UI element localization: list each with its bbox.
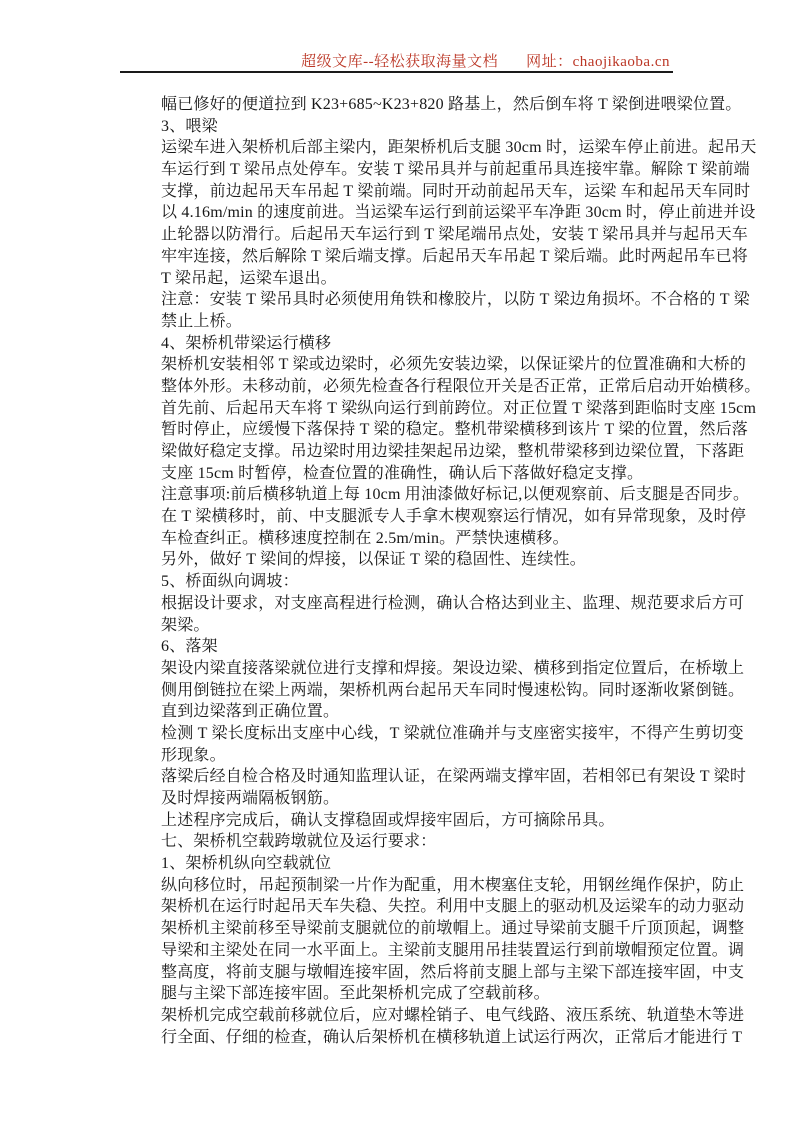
text-line: 架桥机安装相邻 T 梁或边梁时，必须先安装边梁，以保证梁片的位置准确和大桥的	[161, 356, 747, 374]
text-line: 根据设计要求，对支座高程进行检测，确认合格达到业主、监理、规范要求后方可	[161, 594, 745, 612]
text-line: 暂时停止，应缓慢下落保持 T 梁的稳定。整机带梁横移到该片 T 梁的位置，然后落	[161, 421, 748, 439]
text-line: 运梁车进入架桥机后部主梁内，距架桥机后支腿 30cm 时，运梁车停止前进。起吊天	[161, 139, 757, 157]
text-line: 4、架桥机带梁运行横移	[161, 334, 332, 352]
text-line: 检测 T 梁长度标出支座中心线，T 梁就位准确并与支座密实接牢，不得产生剪切变	[161, 724, 744, 742]
text-line: 1、架桥机纵向空载就位	[161, 855, 332, 873]
document-body	[161, 94, 761, 1048]
text-line: T 梁吊起，运梁车退出。	[161, 269, 337, 287]
text-line: 注意事项:前后横移轨道上每 10cm 用油漆做好标记,以便观察前、后支腿是否同步。	[161, 486, 750, 504]
text-line: 另外，做好 T 梁间的焊接，以保证 T 梁的稳固性、连续性。	[161, 551, 586, 569]
text-line: 架桥机在运行时起吊天车失稳、失控。利用中支腿上的驱动机及运梁车的动力驱动	[161, 898, 745, 916]
text-line: 架桥机主梁前移至导梁前支腿就位的前墩帽上。通过导梁前支腿千斤顶顶起，调整	[161, 920, 745, 938]
text-line: 整体外形。未移动前，必须先检查各行程限位开关是否正常，正常后启动开始横移。	[161, 377, 761, 395]
text-line: 注意：安装 T 梁吊具时必须使用角铁和橡胶片，以防 T 梁边角损坏。不合格的 T 梁	[161, 291, 750, 309]
header-divider	[120, 71, 673, 73]
text-line: 首先前、后起吊天车将 T 梁纵向运行到前跨位。对正位置 T 梁落到距临时支座 15cm	[161, 399, 757, 417]
text-line: 纵向移位时，吊起预制梁一片作为配重，用木楔塞住支轮，用钢丝绳作保护，防止	[161, 876, 745, 894]
text-line: 车检查纠正。横移速度控制在 2.5m/min。严禁快速横移。	[161, 529, 569, 547]
text-line: 在 T 梁横移时，前、中支腿派专人手拿木楔观察运行情况，如有异常现象，及时停	[161, 508, 747, 526]
text-line: 形现象。	[161, 746, 226, 764]
text-line: 5、桥面纵向调坡：	[161, 573, 299, 591]
text-line: 直到边梁落到正确位置。	[161, 703, 340, 721]
page-header	[301, 50, 670, 71]
text-line: 上述程序完成后，确认支撑稳固或焊接牢固后，方可摘除吊具。	[161, 811, 615, 829]
text-line: 架梁。	[161, 616, 210, 634]
text-line: 禁止上桥。	[161, 312, 243, 330]
text-line: 牢牢连接，然后解除 T 梁后端支撑。后起吊天车吊起 T 梁后端。此时两起吊车已将	[161, 247, 748, 265]
text-line: 行全面、仔细的检查，确认后架桥机在横移轨道上试运行两次，正常后才能进行 T	[161, 1028, 743, 1046]
text-line: 支座 15cm 时暂停，检查位置的准确性，确认后下落做好稳定支撑。	[161, 464, 644, 482]
text-line: 幅已修好的便道拉到 K23+685~K23+820 路基上，然后倒车将 T 梁倒进喂梁位置。	[161, 96, 742, 113]
header-website-url: 网址：chaojikaoba.cn	[526, 54, 670, 70]
text-line: 止轮器以防滑行。后起吊天车运行到 T 梁尾端吊点处，安装 T 梁吊具并与起吊天车	[161, 226, 748, 244]
text-line: 梁做好稳定支撑。吊边梁时用边梁挂架起吊边梁，整机带梁移到边梁位置，下落距	[161, 443, 745, 460]
text-line: 落梁后经自检合格及时通知监理认证，在梁两端支撑牢固，若相邻已有架设 T 梁时	[161, 768, 747, 786]
header-site-name: 超级文库--轻松获取海量文档	[301, 54, 499, 70]
text-line: 3、喂梁	[161, 117, 218, 135]
text-line: 七、架桥机空载跨墩就位及运行要求：	[161, 833, 437, 851]
text-line: 支撑，前边起吊天车吊起 T 梁前端。同时开动前起吊天车，运梁 车和起吊天车同时	[161, 182, 751, 200]
text-line: 以 4.16m/min 的速度前进。当运梁车运行到前运梁平车净距 30cm 时，停止前进并设	[161, 204, 756, 222]
text-line: 腿与主梁下部连接牢固。至此架桥机完成了空载前移。	[161, 985, 550, 1003]
text-line: 车运行到 T 梁吊点处停车。安装 T 梁吊具并与前起重吊具连接牢靠。解除 T 梁前端	[161, 161, 750, 179]
text-line: 整高度，将前支腿与墩帽连接牢固，然后将前支腿上部与主梁下部连接牢固，中支	[161, 963, 745, 981]
text-line: 侧用倒链拉在梁上两端，架桥机两台起吊天车同时慢速松钩。同时逐渐收紧倒链。	[161, 681, 745, 699]
text-line: 架设内梁直接落梁就位进行支撑和焊接。架设边梁、横移到指定位置后，在桥墩上	[161, 659, 745, 677]
text-line: 及时焊接两端隔板钢筋。	[161, 790, 340, 807]
text-line: 架桥机完成空载前移就位后，应对螺栓销子、电气线路、液压系统、轨道垫木等进	[161, 1006, 745, 1024]
text-line: 6、落架	[161, 638, 218, 656]
text-line: 导梁和主梁处在同一水平面上。主梁前支腿用吊挂装置运行到前墩帽预定位置。调	[161, 941, 745, 959]
